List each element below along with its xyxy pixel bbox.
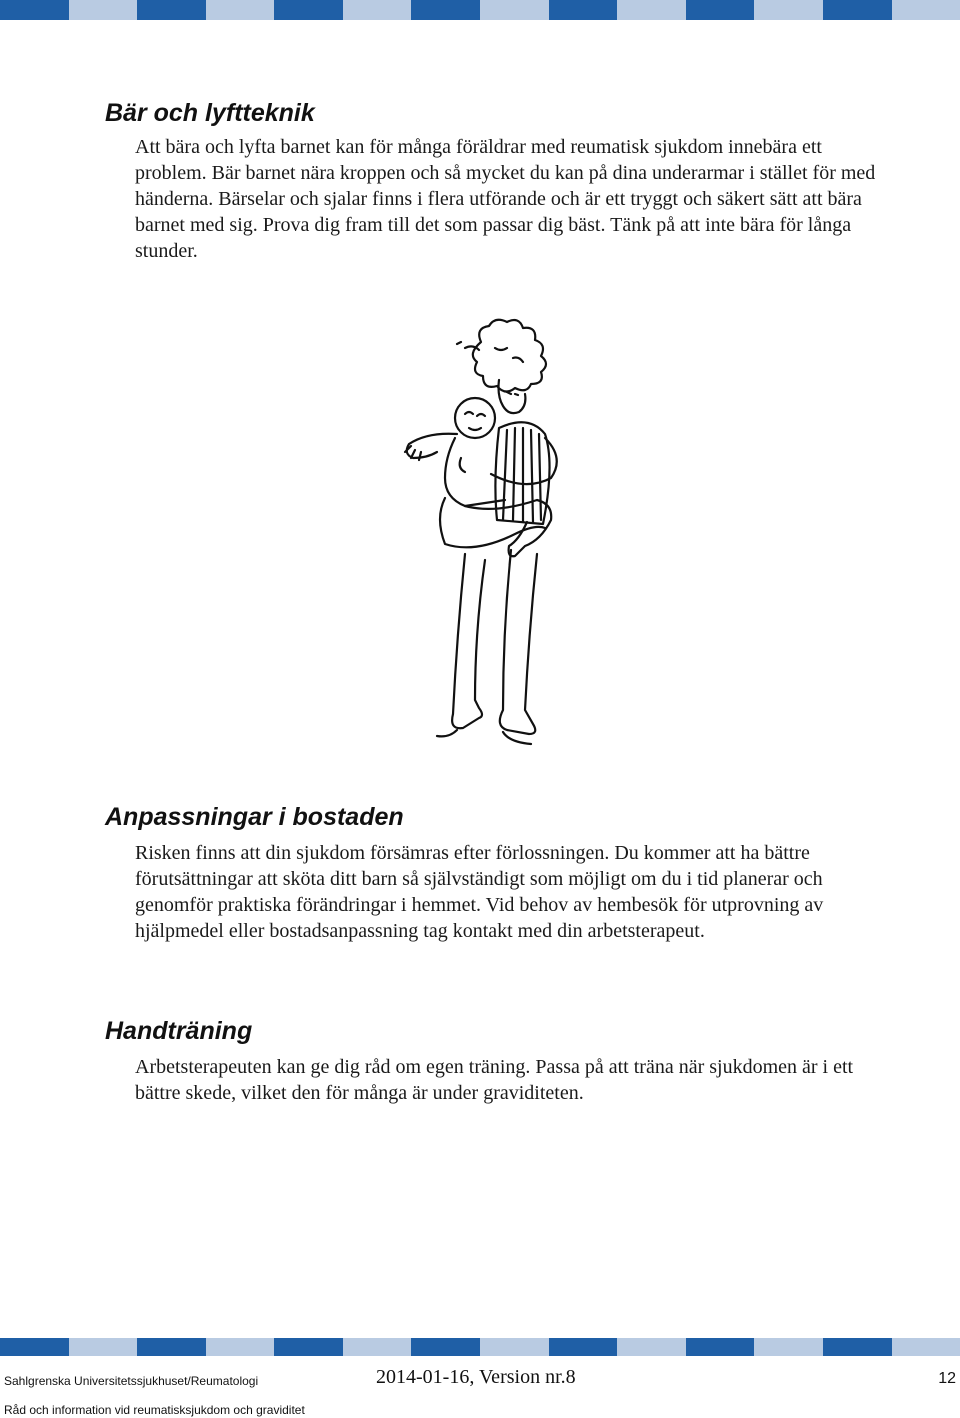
section-text-carrying: Att bära och lyfta barnet kan för många föräldrar med reumatisk sjukdom innebära ett problem. Bär barnet nära kroppen och så mycket du kan på dina underarmar i stället för med händerna. Bärselar och sjalar finns i flera utförande och är ett tryggt och säkert sätt att bära barnet med sig. Prova dig fram till det som passar dig bäst. Tänk på att inte bära för långa stunder. — [135, 136, 876, 262]
band-segment — [754, 1338, 823, 1356]
band-segment — [686, 0, 755, 20]
band-segment — [892, 0, 960, 20]
band-segment — [137, 1338, 206, 1356]
band-segment — [0, 1338, 69, 1356]
band-segment — [823, 1338, 892, 1356]
band-segment — [686, 1338, 755, 1356]
band-segment — [69, 1338, 138, 1356]
band-segment — [617, 0, 686, 20]
band-segment — [137, 0, 206, 20]
section-heading-home: Anpassningar i bostaden — [105, 803, 404, 831]
band-segment — [274, 0, 343, 20]
section-heading-carrying: Bär och lyftteknik — [105, 99, 315, 127]
band-segment — [549, 0, 618, 20]
band-segment — [617, 1338, 686, 1356]
band-segment — [69, 0, 138, 20]
band-segment — [206, 1338, 275, 1356]
band-segment — [480, 0, 549, 20]
band-segment — [343, 1338, 412, 1356]
band-segment — [892, 1338, 960, 1356]
band-segment — [411, 0, 480, 20]
section-text-hand-training: Arbetsterapeuten kan ge dig råd om egen träning. Passa på att träna när sjukdomen är i ett bättre skede, vilket den för många är under graviditeten. — [135, 1056, 854, 1104]
band-segment — [274, 1338, 343, 1356]
page-number: 12 — [938, 1370, 956, 1387]
bottom-color-band — [0, 1338, 960, 1356]
footer-date-version: 2014-01-16, Version nr.8 — [376, 1366, 576, 1388]
band-segment — [480, 1338, 549, 1356]
band-segment — [411, 1338, 480, 1356]
parent-carrying-child-illustration — [395, 318, 595, 758]
top-color-band — [0, 0, 960, 20]
section-heading-hand-training: Handträning — [105, 1017, 253, 1045]
band-segment — [754, 0, 823, 20]
footer-document-title: Råd och information vid reumatisksjukdom och graviditet — [4, 1403, 305, 1417]
band-segment — [206, 0, 275, 20]
band-segment — [0, 0, 69, 20]
section-text-home: Risken finns att din sjukdom försämras efter förlossningen. Du kommer att ha bättre förutsättningar att sköta ditt barn så självständigt som möjligt om du i tid planerar och genomför praktiska förändringar i hemmet. Vid behov av hembesök för utprovning av hjälpmedel eller bostadsanpassning tag kontakt med din arbetsterapeut. — [135, 842, 824, 942]
footer-organization: Sahlgrenska Universitetssjukhuset/Reumatologi — [4, 1374, 259, 1388]
band-segment — [343, 0, 412, 20]
band-segment — [823, 0, 892, 20]
band-segment — [549, 1338, 618, 1356]
